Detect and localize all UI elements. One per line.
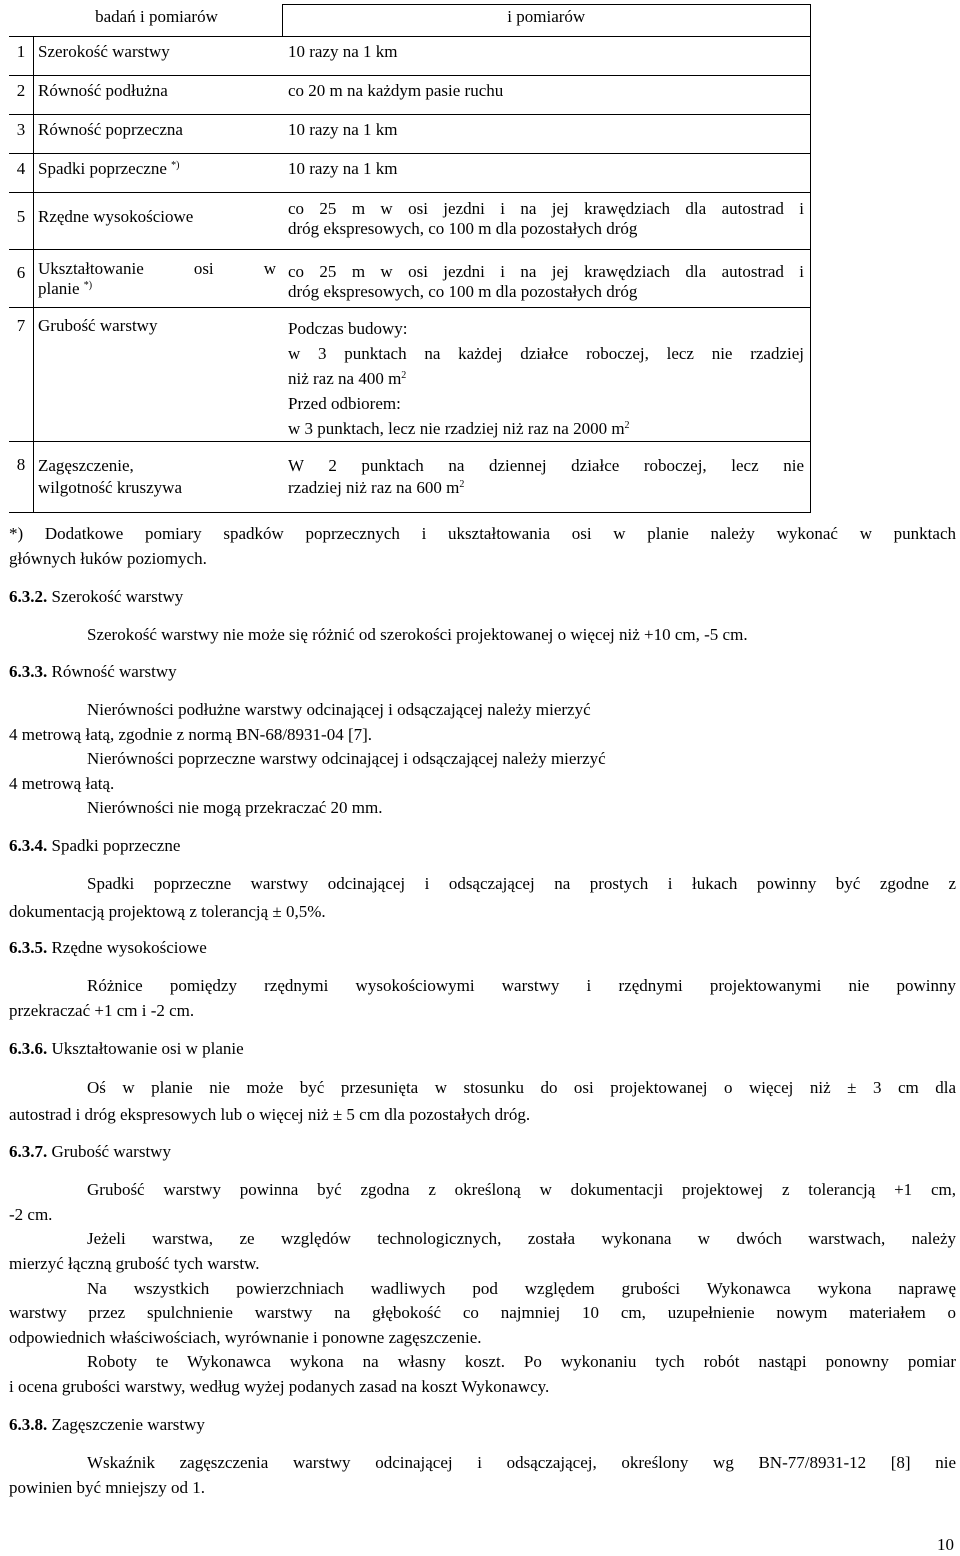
paragraph-line: dokumentacją projektową z tolerancją ± 0,5%.: [9, 902, 326, 921]
paragraph-line: Nierówności podłużne warstwy odcinającej i odsączającej należy mierzyć: [87, 700, 591, 719]
paragraph-line: -2 cm.: [9, 1205, 53, 1224]
section-heading-6-3-5: 6.3.5. Rzędne wysokościowe: [9, 938, 207, 957]
paragraph-line: powinien być mniejszy od 1.: [9, 1478, 205, 1497]
paragraph-line: autostrad i dróg ekspresowych lub o więcej niż ± 5 cm dla pozostałych dróg.: [9, 1105, 531, 1124]
table-row: 7 Grubość warstwy Podczas budowy: w 3 punktach na każdej działce roboczej, lecz nie rzadziej niż raz na 400 $m^2$ Przed odbiorem: w 3 punktach, lecz nie rzadziej niż raz na 2000 $m^2$: [9, 308, 811, 442]
section-heading-6-3-4: 6.3.4. Spadki poprzeczne: [9, 836, 181, 855]
table-row: 1 Szerokość warstwy 10 razy na 1 km: [9, 37, 811, 76]
header-col-3: i pomiarów: [282, 5, 811, 37]
table-row: 8 Zagęszczenie, wilgotność kruszywa W 2 punktach na dziennej działce roboczej, lecz nie rzadziej niż raz na 600 $m^2$: [9, 442, 811, 513]
paragraph-line: warstwy przez spulchnienie warstwy na głębokość co najmniej 10 cm, uzupełnienie nowym materiałem o: [9, 1303, 956, 1322]
paragraph-line: Na wszystkich powierzchniach wadliwych pod względem grubości Wykonawca wykona naprawę: [87, 1279, 956, 1298]
section-heading-6-3-2: 6.3.2. Szerokość warstwy: [9, 587, 184, 606]
section-heading-6-3-8: 6.3.8. Zagęszczenie warstwy: [9, 1415, 205, 1434]
table-row: 5 Rzędne wysokościowe co 25 m w osi jezdni i na jej krawędziach dla autostrad i dróg ekspresowych, co 100 m dla pozostałych dróg: [9, 193, 811, 250]
paragraph: Szerokość warstwy nie może się różnić od szerokości projektowanej o więcej niż +10 cm, -5 cm.: [87, 625, 748, 644]
section-heading-6-3-6: 6.3.6. Ukształtowanie osi w planie: [9, 1039, 244, 1058]
paragraph-line: 4 metrową łatą, zgodnie z normą BN-68/8931-04 [7].: [9, 725, 373, 744]
table-row: 6 Ukształtowanie osi w planie *) co 25 m w osi jezdni i na jej krawędziach dla autostrad i dróg ekspresowych, co 100 m dla pozostałych dróg: [9, 250, 811, 308]
section-heading-6-3-7: 6.3.7. Grubość warstwy: [9, 1142, 171, 1161]
paragraph-line: mierzyć łączną grubość tych warstw.: [9, 1254, 260, 1273]
paragraph-line: Oś w planie nie może być przesunięta w stosunku do osi projektowanej o więcej niż ± 3 cm dla: [87, 1078, 956, 1097]
paragraph-line: Nierówności poprzeczne warstwy odcinającej i odsączającej należy mierzyć: [87, 749, 606, 768]
header-col-2: badań i pomiarów: [34, 5, 283, 37]
table-row: 4 Spadki poprzeczne *) 10 razy na 1 km: [9, 154, 811, 193]
paragraph-line: Grubość warstwy powinna być zgodna z określoną w dokumentacji projektowej z tolerancją +1 cm,: [87, 1180, 956, 1199]
paragraph-line: Różnice pomiędzy rzędnymi wysokościowymi warstwy i rzędnymi projektowanymi nie powinny: [87, 976, 956, 995]
table-row: 3 Równość poprzeczna 10 razy na 1 km: [9, 115, 811, 154]
paragraph-line: Wskaźnik zagęszczenia warstwy odcinającej i odsączającej, określony wg BN-77/8931-12 [8] nie: [87, 1453, 956, 1472]
paragraph-line: przekraczać +1 cm i -2 cm.: [9, 1001, 195, 1020]
paragraph-line: Roboty te Wykonawca wykona na własny koszt. Po wykonaniu tych robót nastąpi ponowny pomiar: [87, 1352, 956, 1371]
paragraph-line: Nierówności nie mogą przekraczać 20 mm.: [87, 798, 383, 817]
paragraph-line: odpowiednich właściwościach, wyrównanie i ponowne zagęszczenie.: [9, 1328, 482, 1347]
paragraph-line: 4 metrową łatą.: [9, 774, 115, 793]
paragraph-line: i ocena grubości warstwy, według wyżej podanych zasad na koszt Wykonawcy.: [9, 1377, 550, 1396]
section-heading-6-3-3: 6.3.3. Równość warstwy: [9, 662, 177, 681]
table-header-row: [9, 5, 811, 37]
footnote-line-1: *) Dodatkowe pomiary spadków poprzecznych i ukształtowania osi w planie należy wykonać w punktach: [9, 524, 956, 543]
paragraph-line: Jeżeli warstwa, ze względów technologicznych, została wykonana w dwóch warstwach, należy: [87, 1229, 956, 1248]
control-frequency-table: [9, 4, 811, 513]
paragraph-line: Spadki poprzeczne warstwy odcinającej i odsączającej na prostych i łukach powinny być zgodne z: [87, 874, 956, 893]
page-number: 10: [937, 1535, 954, 1554]
footnote-line-2: głównych łuków poziomych.: [9, 549, 207, 568]
table-row: 2 Równość podłużna co 20 m na każdym pasie ruchu: [9, 76, 811, 115]
